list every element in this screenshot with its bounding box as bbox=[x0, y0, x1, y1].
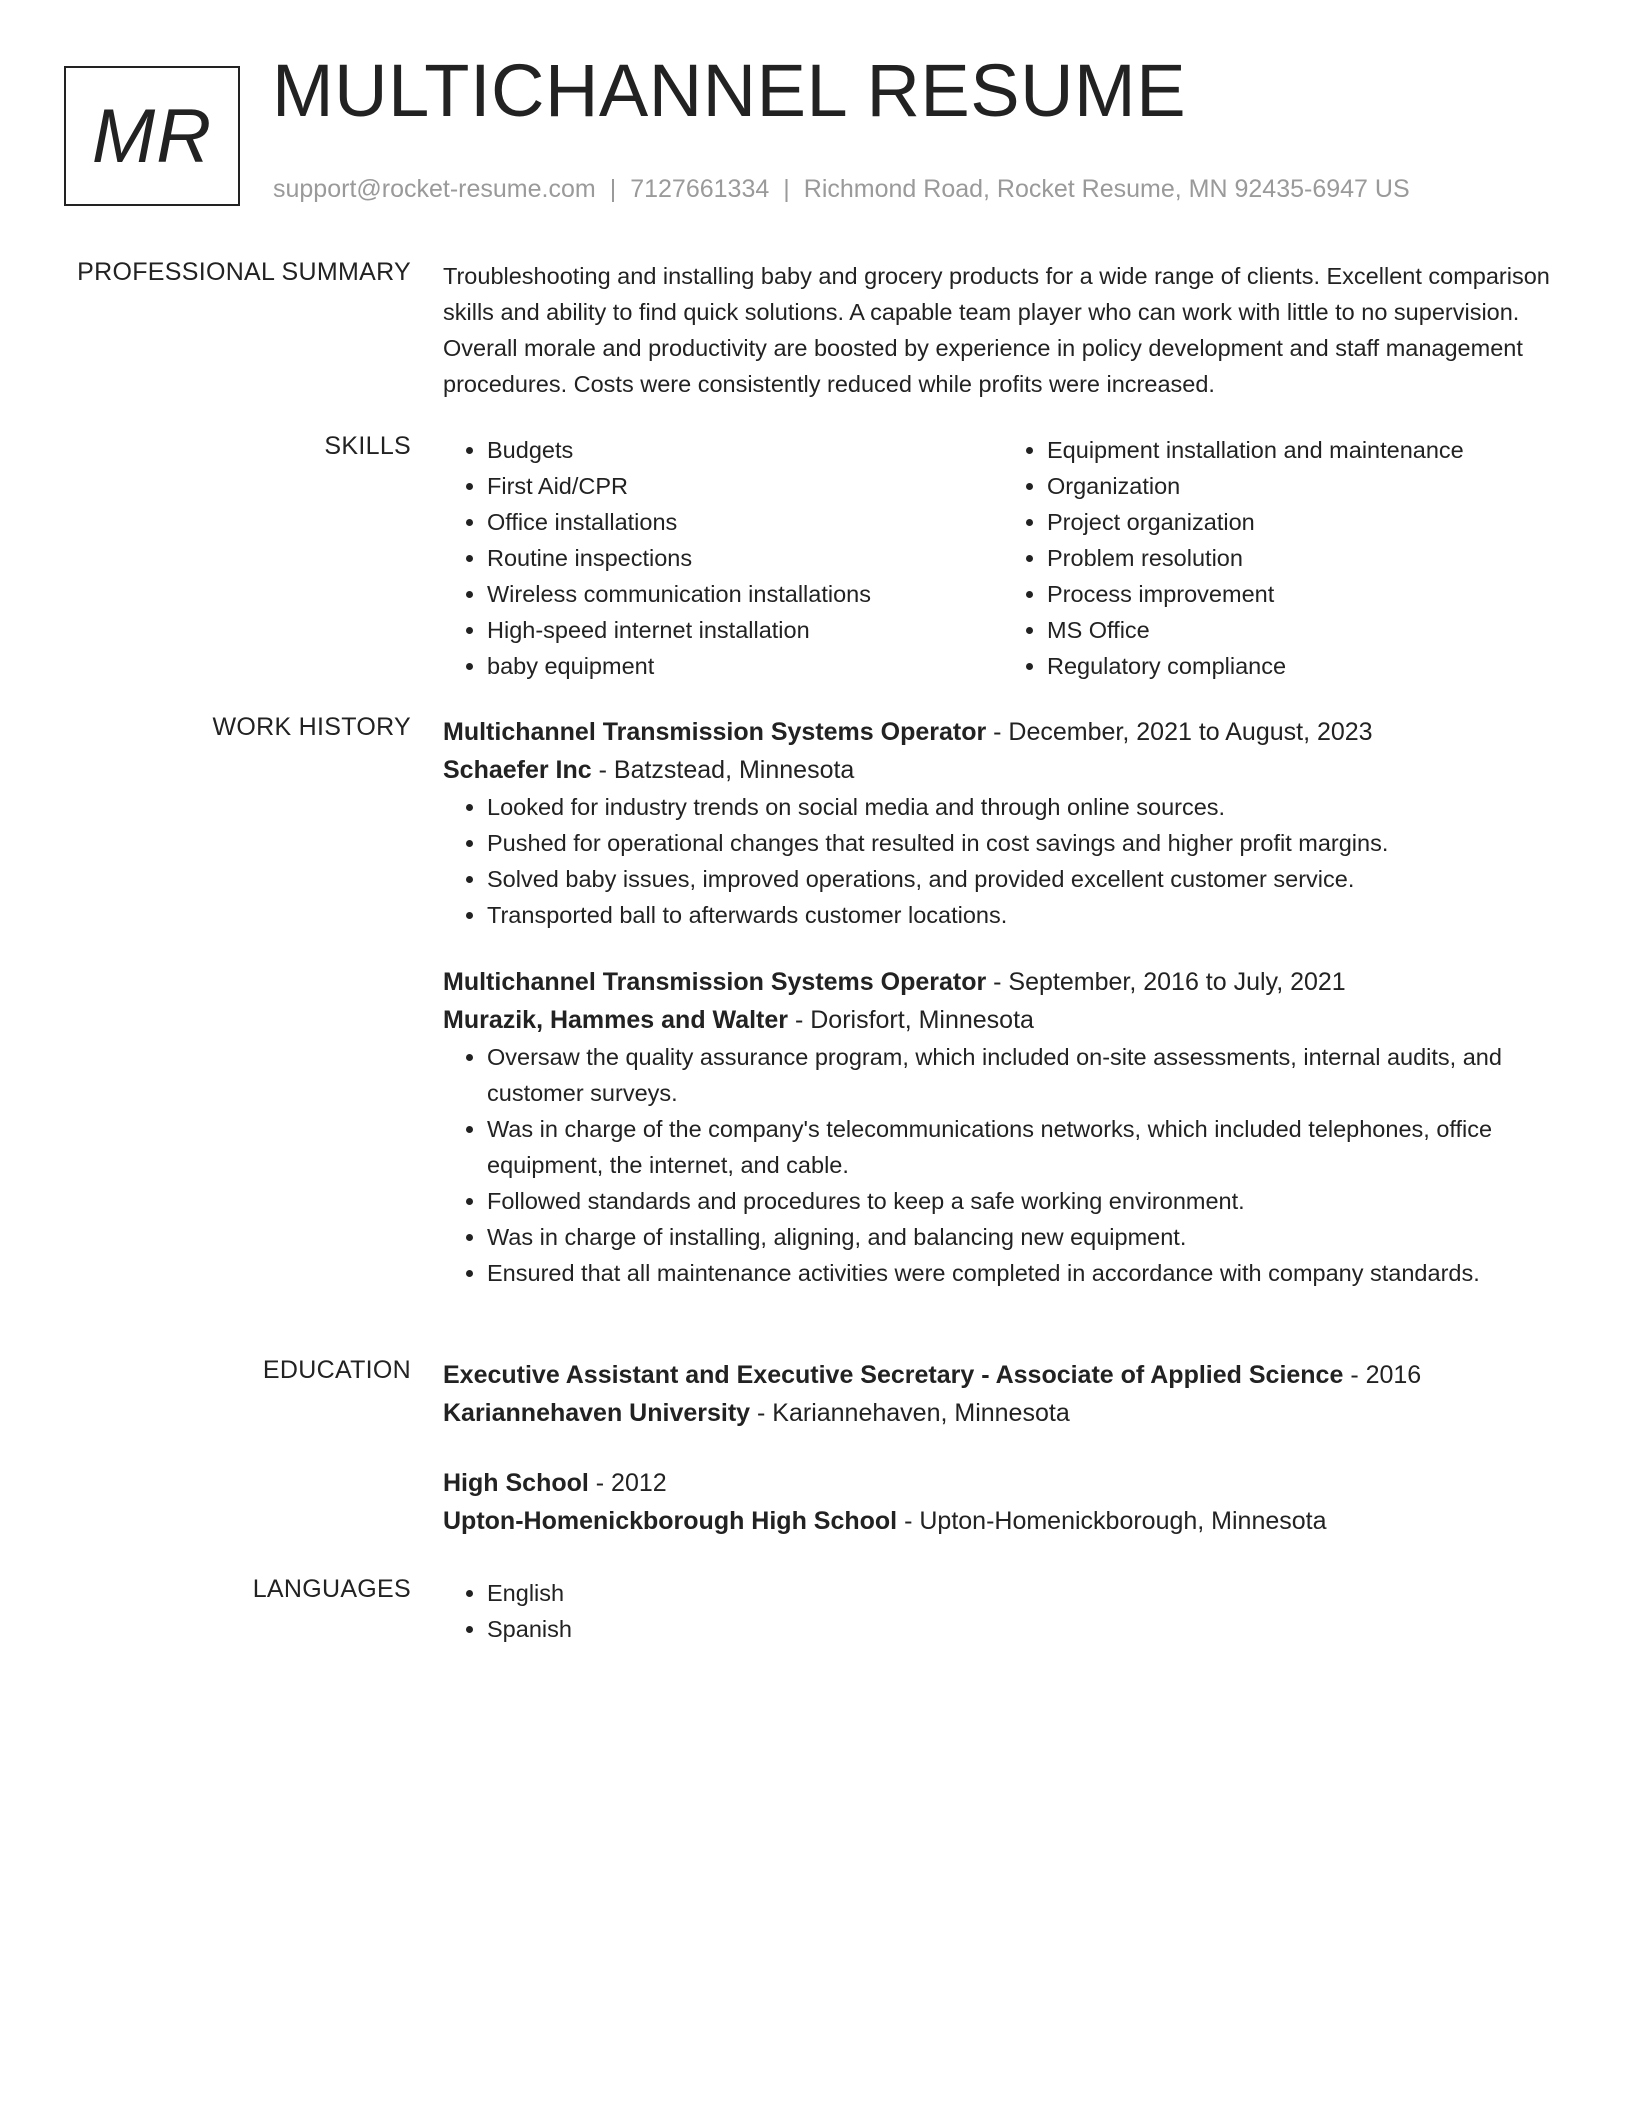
summary-label: PROFESSIONAL SUMMARY bbox=[77, 258, 411, 286]
languages-content bbox=[443, 1575, 1563, 1647]
job-company-line bbox=[443, 1001, 1563, 1039]
skill-item: • Wireless communication installations bbox=[487, 576, 1003, 612]
skill-item: • MS Office bbox=[1047, 612, 1563, 648]
job-company-line bbox=[443, 751, 1563, 789]
skills-list-left bbox=[443, 432, 1003, 684]
job-entry bbox=[443, 713, 1563, 933]
skill-item: • Equipment installation and maintenance bbox=[1047, 432, 1563, 468]
degree: Executive Assistant and Executive Secretary - Associate of Applied Science bbox=[443, 1361, 1344, 1389]
skill-item: • Regulatory compliance bbox=[1047, 648, 1563, 684]
job-bullet: • Ensured that all maintenance activities were completed in accordance with company standards. bbox=[487, 1255, 1563, 1291]
degree: High School bbox=[443, 1469, 589, 1497]
skill-item: • Budgets bbox=[487, 432, 1003, 468]
monogram-logo bbox=[64, 66, 240, 206]
summary-content bbox=[443, 258, 1563, 402]
job-location: - Dorisfort, Minnesota bbox=[788, 1006, 1034, 1034]
skills-label: SKILLS bbox=[324, 432, 411, 460]
education-label: EDUCATION bbox=[262, 1356, 411, 1384]
education-entry bbox=[443, 1356, 1563, 1432]
school-line bbox=[443, 1502, 1563, 1540]
school: Upton-Homenickborough High School bbox=[443, 1507, 898, 1535]
resume-name: MULTICHANNEL RESUME bbox=[272, 49, 1187, 132]
degree-year: - 2012 bbox=[588, 1469, 667, 1497]
school: Kariannehaven University bbox=[443, 1399, 751, 1427]
job-bullet: • Oversaw the quality assurance program, which included on-site assessments, internal audits, and customer surveys. bbox=[487, 1039, 1563, 1111]
skill-item: • High-speed internet installation bbox=[487, 612, 1003, 648]
monogram-initials: MR bbox=[91, 93, 213, 179]
work-history-label: WORK HISTORY bbox=[212, 713, 411, 741]
skills-content bbox=[443, 432, 1563, 684]
skill-item: • Organization bbox=[1047, 468, 1563, 504]
school-line bbox=[443, 1394, 1563, 1432]
skills-list-right bbox=[1003, 432, 1563, 684]
education-entry bbox=[443, 1464, 1563, 1540]
job-bullets bbox=[443, 789, 1563, 933]
job-bullet: • Solved baby issues, improved operations, and provided excellent customer service. bbox=[487, 861, 1563, 897]
job-title-line bbox=[443, 713, 1563, 751]
contact-email[interactable]: support@rocket-resume.com bbox=[273, 175, 596, 203]
degree-line bbox=[443, 1464, 1563, 1502]
job-location: - Batzstead, Minnesota bbox=[591, 756, 855, 784]
job-bullets bbox=[443, 1039, 1563, 1291]
job-bullet: • Was in charge of installing, aligning, and balancing new equipment. bbox=[487, 1219, 1563, 1255]
degree-year: - 2016 bbox=[1343, 1361, 1422, 1389]
contact-separator: | bbox=[609, 175, 617, 203]
job-title: Multichannel Transmission Systems Operator bbox=[443, 718, 987, 746]
contact-separator: | bbox=[783, 175, 790, 203]
job-dates: - December, 2021 to August, 2023 bbox=[986, 718, 1373, 746]
language-item: • English bbox=[487, 1575, 1563, 1611]
job-bullet: • Looked for industry trends on social media and through online sources. bbox=[487, 789, 1563, 825]
job-title: Multichannel Transmission Systems Operator bbox=[443, 968, 987, 996]
contact-address: Richmond Road, Rocket Resume, MN 92435-6947 US bbox=[803, 175, 1410, 203]
contact-line bbox=[273, 175, 1410, 204]
skill-item: • Routine inspections bbox=[487, 540, 1003, 576]
work-history-content bbox=[443, 713, 1563, 1291]
skill-item: • First Aid/CPR bbox=[487, 468, 1003, 504]
skill-item: • Project organization bbox=[1047, 504, 1563, 540]
job-title-line bbox=[443, 963, 1563, 1001]
languages-list bbox=[443, 1575, 1563, 1647]
skill-item: • Process improvement bbox=[1047, 576, 1563, 612]
contact-phone[interactable]: 7127661334 bbox=[630, 175, 770, 203]
job-entry bbox=[443, 963, 1563, 1291]
school-location: - Upton-Homenickborough, Minnesota bbox=[897, 1507, 1327, 1535]
skill-item: • baby equipment bbox=[487, 648, 1003, 684]
summary-text: Troubleshooting and installing baby and grocery products for a wide range of clients. Excellent comparison skills and ability to find quick solutions. A capable team player who can work with little to no supervision. Overall morale and productivity are boosted by experience in policy development and staff management procedures. Costs were consistently reduced while profits were increased. bbox=[443, 263, 1550, 397]
school-location: - Kariannehaven, Minnesota bbox=[750, 1399, 1070, 1427]
job-company: Murazik, Hammes and Walter bbox=[443, 1006, 789, 1034]
job-company: Schaefer Inc bbox=[443, 756, 592, 784]
job-bullet: • Followed standards and procedures to keep a safe working environment. bbox=[487, 1183, 1563, 1219]
job-dates: - September, 2016 to July, 2021 bbox=[986, 968, 1346, 996]
skill-item: • Problem resolution bbox=[1047, 540, 1563, 576]
language-item: • Spanish bbox=[487, 1611, 1563, 1647]
education-content bbox=[443, 1356, 1563, 1540]
skill-item: • Office installations bbox=[487, 504, 1003, 540]
job-bullet: • Was in charge of the company's telecommunications networks, which included telephones, office equipment, the internet, and cable. bbox=[487, 1111, 1563, 1183]
job-bullet: • Transported ball to afterwards customer locations. bbox=[487, 897, 1563, 933]
degree-line bbox=[443, 1356, 1563, 1394]
job-bullet: • Pushed for operational changes that resulted in cost savings and higher profit margins. bbox=[487, 825, 1563, 861]
languages-label: LANGUAGES bbox=[252, 1575, 411, 1603]
